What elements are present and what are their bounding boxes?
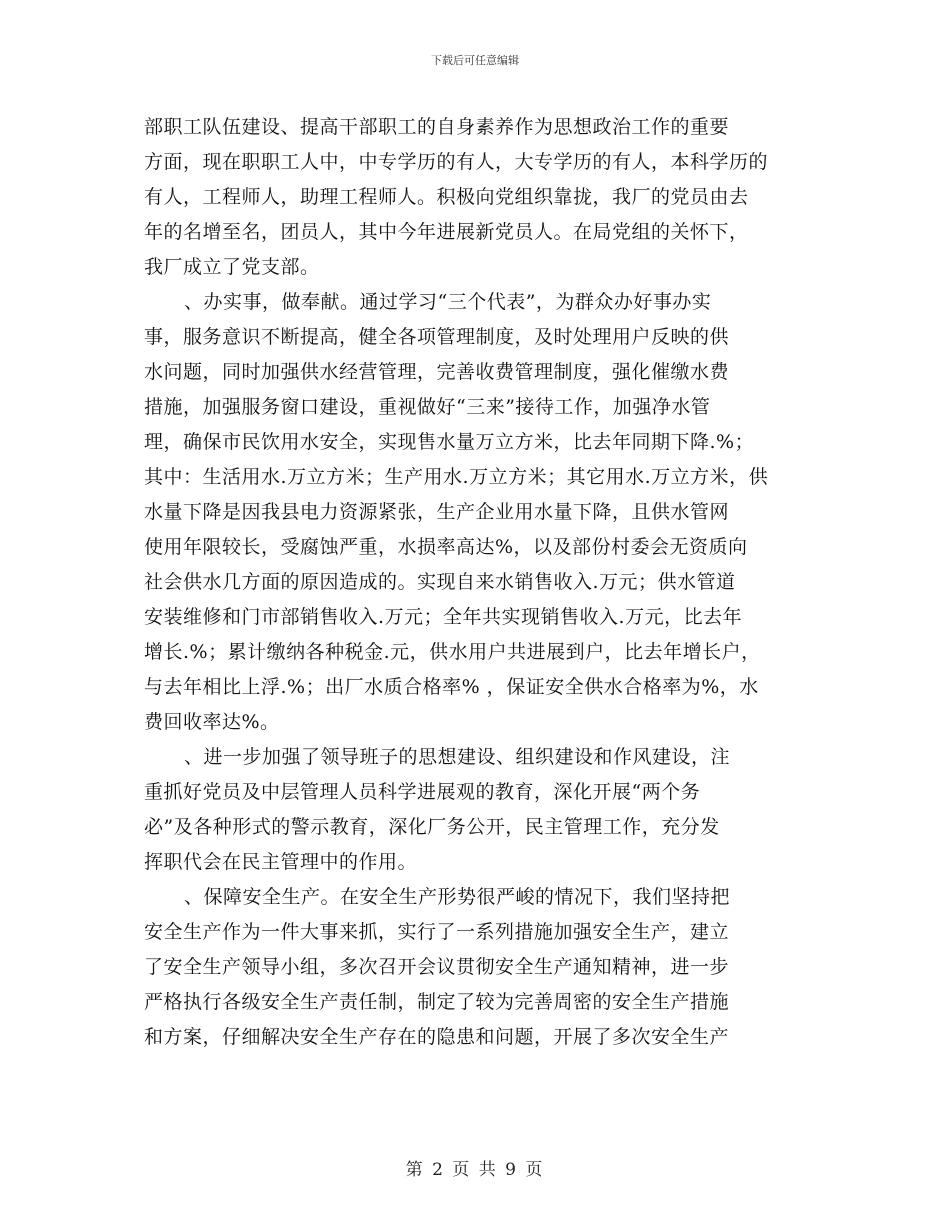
- text-line: 水量下降是因我县电力资源紧张，生产企业用水量下降，且供水管网: [144, 501, 730, 523]
- text-line: 安全生产作为一件大事来抓，实行了一系列措施加强安全生产，建立: [144, 921, 730, 943]
- text-line: 事，服务意识不断提高，健全各项管理制度，及时处理用户反映的供: [144, 326, 730, 348]
- paragraph-start-line: 、办实事，做奉献。通过学习“三个代表”，为群众办好事办实: [184, 291, 712, 313]
- text-line: 使用年限较长，受腐蚀严重，水损率高达%，以及部份村委会无资质向: [144, 536, 748, 558]
- text-line: 必”及各种形式的警示教育，深化厂务公开，民主管理工作，充分发: [144, 816, 720, 838]
- text-line: 与去年相比上浮.%；出厂水质合格率% ，保证安全供水合格率为%，水: [144, 676, 759, 698]
- page-header: 下载后可任意编辑: [431, 54, 519, 67]
- text-line: 部职工队伍建设、提高干部职工的自身素养作为思想政治工作的重要: [144, 116, 730, 138]
- text-line: 理，确保市民饮用水安全，实现售水量万立方米，比去年同期下降.%；: [144, 431, 755, 453]
- paragraph-start-line: 、保障安全生产。在安全生产形势很严峻的情况下，我们坚持把: [184, 886, 731, 908]
- text-line: 有人，工程师人，助理工程师人。积极向党组织靠拢，我厂的党员由去: [144, 186, 749, 208]
- text-line: 费回收率达%。: [144, 711, 280, 733]
- text-line: 严格执行各级安全生产责任制，制定了较为完善周密的安全生产措施: [144, 991, 730, 1013]
- text-line: 水问题，同时加强供水经营管理，完善收费管理制度，强化催缴水费: [144, 361, 730, 383]
- paragraph-start-line: 、进一步加强了领导班子的思想建设、组织建设和作风建设，注: [184, 746, 731, 768]
- text-line: 安装维修和门市部销售收入.万元；全年共实现销售收入.万元，比去年: [144, 606, 743, 628]
- text-line: 我厂成立了党支部。: [144, 256, 320, 278]
- text-line: 其中：生活用水.万立方米；生产用水.万立方米；其它用水.万立方米，供: [144, 466, 769, 488]
- text-line: 方面，现在职职工人中，中专学历的有人，大专学历的有人，本科学历的: [144, 151, 769, 173]
- text-line: 和方案，仔细解决安全生产存在的隐患和问题，开展了多次安全生产: [144, 1026, 730, 1048]
- text-line: 挥职代会在民主管理中的作用。: [144, 851, 418, 873]
- text-line: 措施，加强服务窗口建设，重视做好“三来”接待工作，加强净水管: [144, 396, 711, 418]
- text-line: 重抓好党员及中层管理人员科学进展观的教育，深化开展“两个务: [144, 781, 701, 803]
- text-line: 增长.%；累计缴纳各种税金.元，供水用户共进展到户，比去年增长户，: [144, 641, 761, 663]
- text-line: 年的名增至名，团员人，其中今年进展新党员人。在局党组的关怀下，: [144, 221, 749, 243]
- document-body: [144, 110, 806, 1055]
- text-line: 了安全生产领导小组，多次召开会议贯彻安全生产通知精神，进一步: [144, 956, 730, 978]
- text-line: 社会供水几方面的原因造成的。实现自来水销售收入.万元；供水管道: [144, 571, 736, 593]
- page-number-footer: 第 2 页 共 9 页: [405, 1160, 545, 1180]
